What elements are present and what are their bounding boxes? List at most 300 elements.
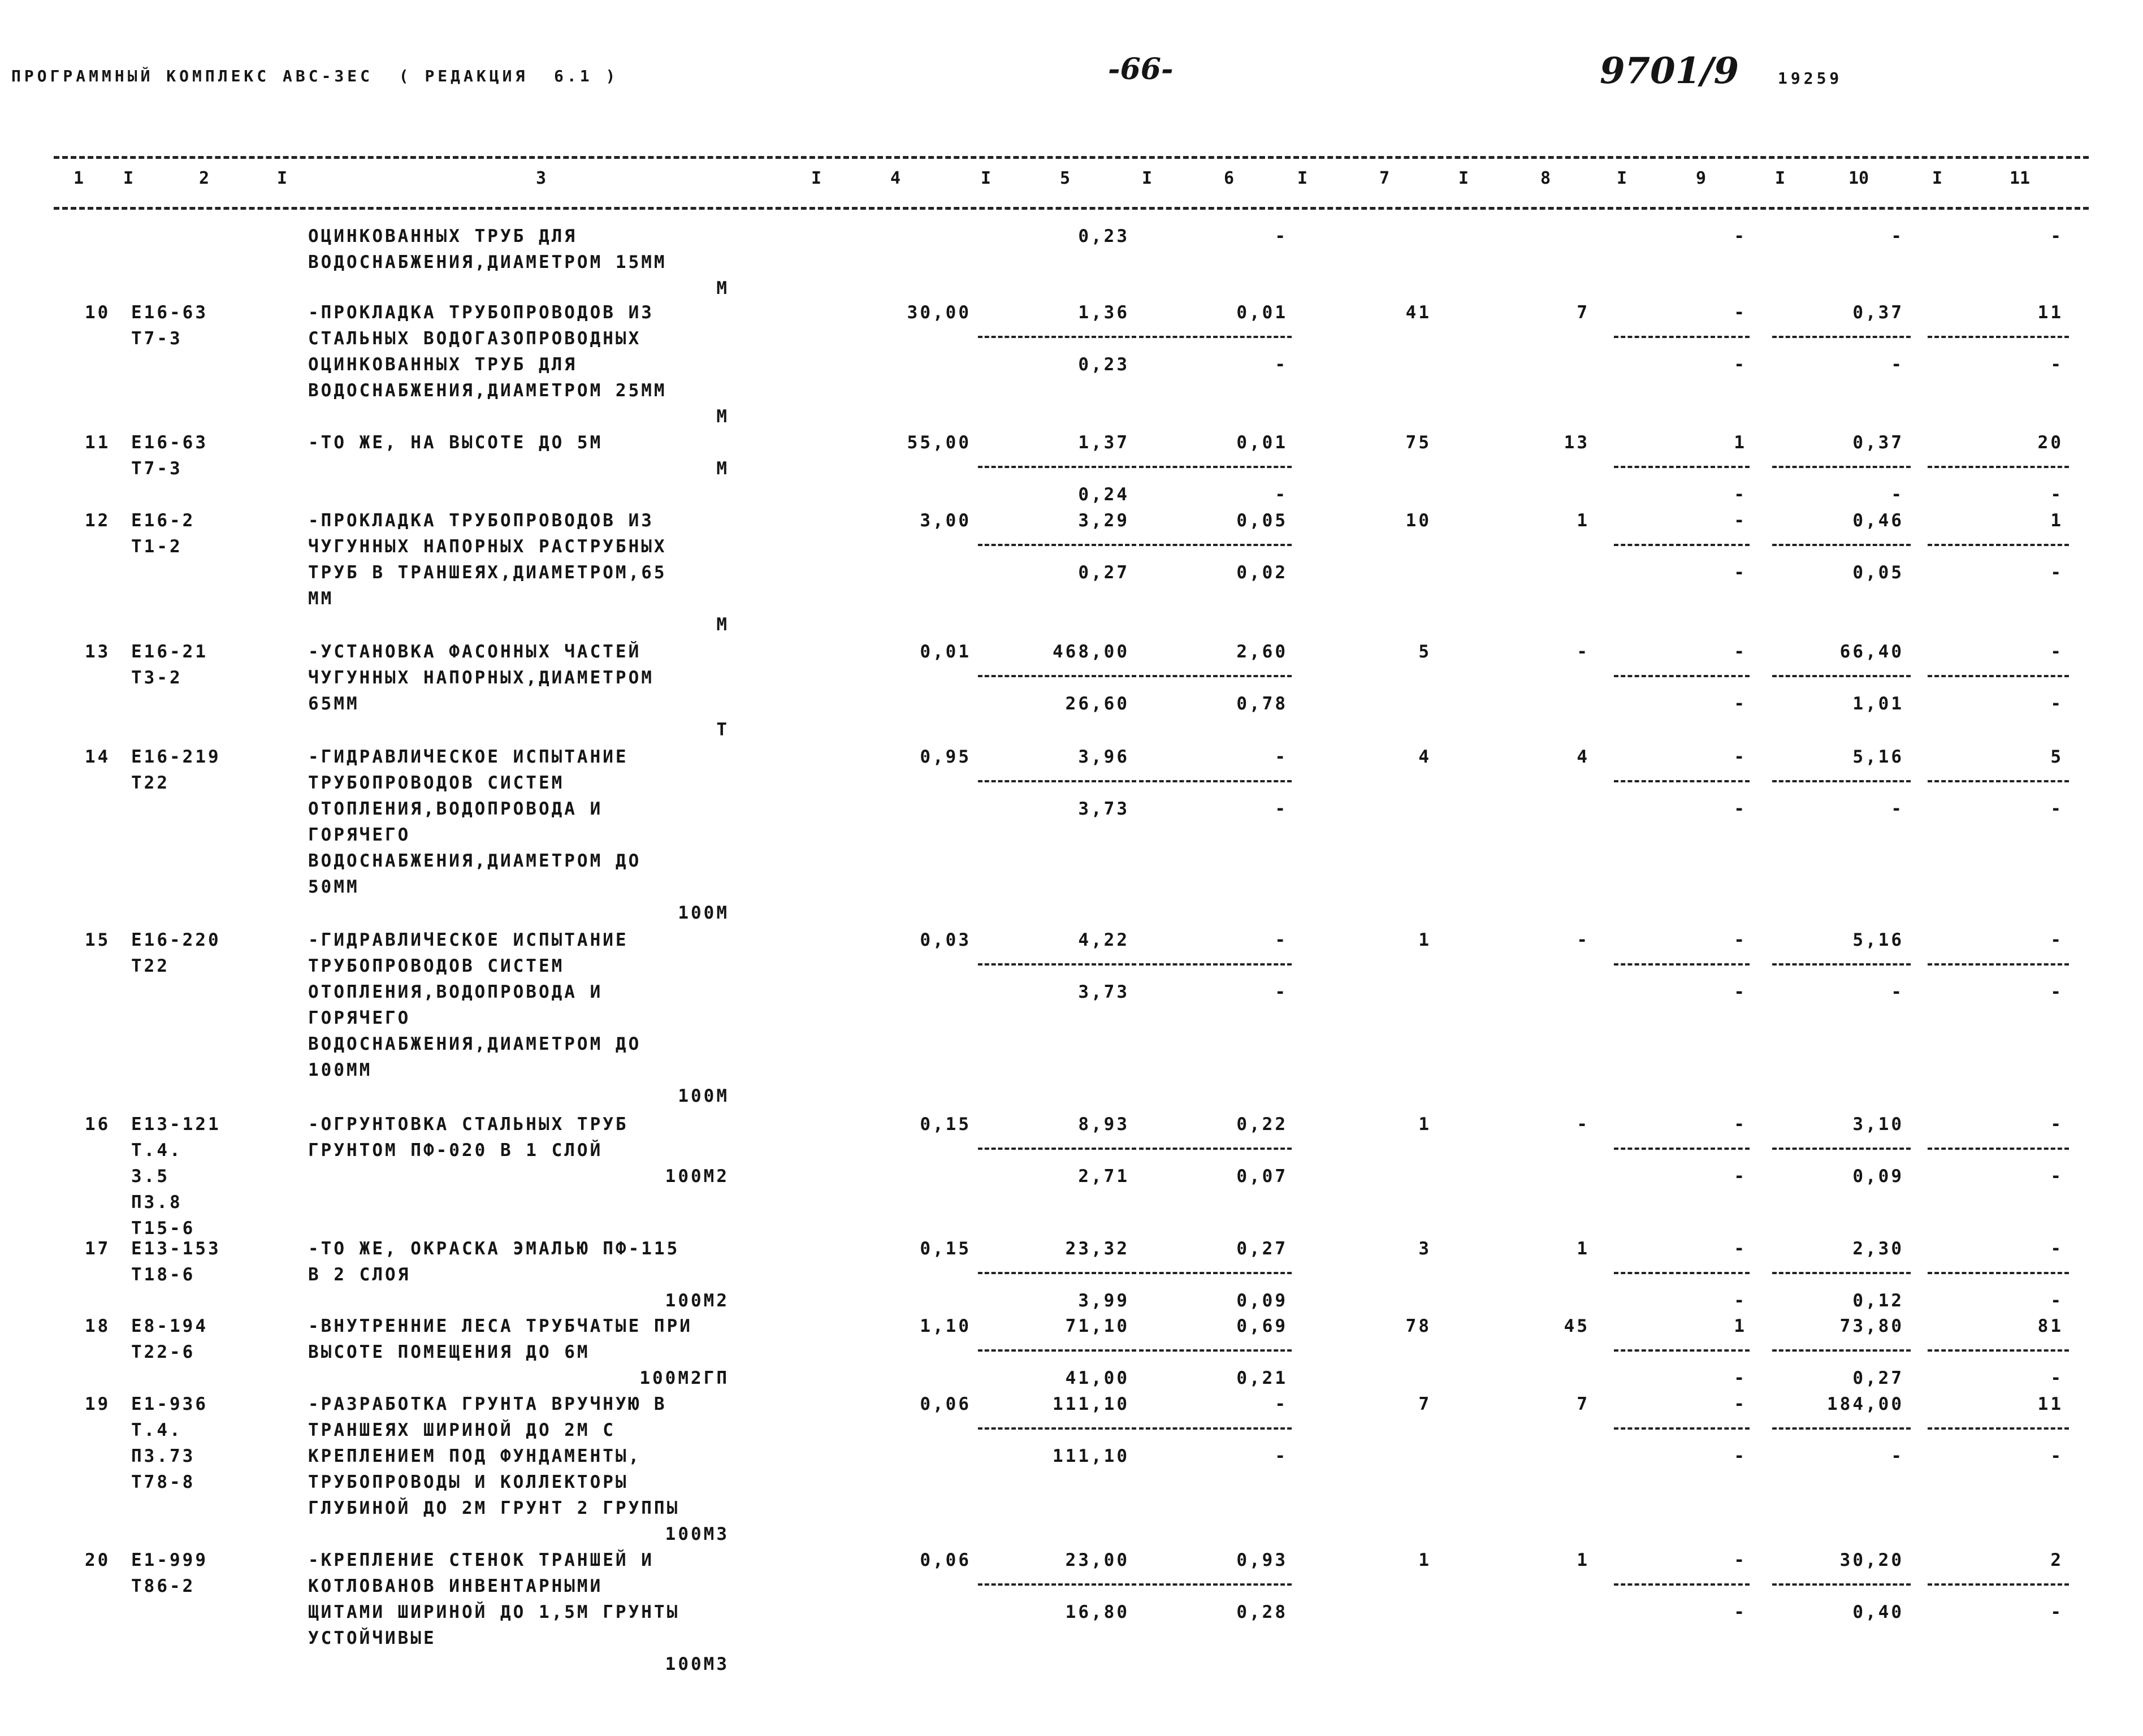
c11-upper-value: - [2050, 1239, 2063, 1259]
c11-upper-value: 2 [2050, 1550, 2063, 1570]
row-number: 14 [85, 747, 111, 767]
c11-lower-value: - [2050, 1446, 2063, 1466]
c5-upper-value: 1,37 [1078, 432, 1129, 453]
col-7-value: 75 [1405, 432, 1431, 453]
unit-of-measure: 100М2 [665, 1291, 729, 1311]
work-description: ОЦИНКОВАННЫХ ТРУБ ДЛЯ [308, 226, 577, 246]
work-description: ТРУБОПРОВОДОВ СИСТЕМ [308, 956, 565, 976]
document-code: 9701/9 [1600, 50, 1739, 92]
c9-lower-value: - [1734, 354, 1747, 375]
c9-lower-value: - [1734, 562, 1747, 583]
value-separator-line [1139, 963, 1292, 966]
c11-upper-value: - [2050, 642, 2063, 662]
work-description: -ПРОКЛАДКА ТРУБОПРОВОДОВ ИЗ [308, 302, 654, 323]
c10-lower-value: 0,09 [1852, 1166, 1904, 1187]
work-description: ТРУБОПРОВОДОВ СИСТЕМ [308, 773, 565, 793]
col-sep: I [811, 168, 822, 188]
col-sep: I [1932, 168, 1943, 188]
c11-upper-value: - [2050, 930, 2063, 950]
c9-upper-value: 1 [1734, 432, 1747, 453]
c11-upper-value: 11 [2037, 1394, 2063, 1414]
c9-lower-value: - [1734, 1368, 1747, 1388]
col-7-value: 1 [1418, 1114, 1431, 1135]
c5-lower-value: 3,99 [1078, 1291, 1129, 1311]
c6-upper-value: 2,60 [1236, 642, 1288, 662]
norm-code: Е13-121 [131, 1114, 221, 1135]
c6-upper-value: 0,05 [1236, 510, 1288, 531]
unit-of-measure: Т [716, 720, 729, 740]
unit-of-measure: М [716, 278, 729, 298]
work-description: КРЕПЛЕНИЕМ ПОД ФУНДАМЕНТЫ, [308, 1446, 642, 1466]
norm-code: Е16-220 [131, 930, 221, 950]
c5-lower-value: 26,60 [1065, 694, 1129, 714]
col-header-10: 10 [1848, 168, 1869, 188]
norm-code: Е1-936 [131, 1394, 208, 1414]
c6-lower-value: 0,78 [1236, 694, 1288, 714]
c11-lower-value: - [2050, 226, 2063, 246]
c5-lower-value: 0,23 [1078, 226, 1129, 246]
work-description: КОТЛОВАНОВ ИНВЕНТАРНЫМИ [308, 1576, 603, 1596]
col-sep: I [1458, 168, 1469, 188]
quantity: 0,06 [920, 1550, 971, 1570]
c9-lower-value: - [1734, 1446, 1747, 1466]
c6-lower-value: - [1275, 484, 1288, 505]
c5-lower-value: 3,73 [1078, 982, 1129, 1002]
value-separator-line [1614, 780, 1750, 782]
row-number: 10 [85, 302, 111, 323]
value-separator-line [1772, 1349, 1911, 1352]
c11-upper-value: 11 [2037, 302, 2063, 323]
work-description: ВОДОСНАБЖЕНИЯ,ДИАМЕТРОМ 25ММ [308, 380, 667, 401]
value-separator-line [1772, 336, 1911, 338]
c9-upper-value: - [1734, 642, 1747, 662]
c10-lower-value: 0,40 [1852, 1602, 1904, 1622]
c9-upper-value: - [1734, 302, 1747, 323]
c10-lower-value: 0,05 [1852, 562, 1904, 583]
col-header-1: 1 [73, 168, 84, 188]
col-8-value: 7 [1577, 302, 1590, 323]
value-separator-line [1772, 1583, 1911, 1586]
row-number: 15 [85, 930, 111, 950]
value-separator-line [978, 544, 1136, 546]
work-description: -ГИДРАВЛИЧЕСКОЕ ИСПЫТАНИЕ [308, 930, 629, 950]
quantity: 1,10 [920, 1316, 971, 1336]
work-description: ВОДОСНАБЖЕНИЯ,ДИАМЕТРОМ ДО [308, 851, 642, 871]
norm-code: Т15-6 [131, 1218, 196, 1239]
c6-upper-value: 0,01 [1236, 432, 1288, 453]
c10-lower-value: - [1891, 226, 1904, 246]
col-7-value: 4 [1418, 747, 1431, 767]
c6-upper-value: 0,22 [1236, 1114, 1288, 1135]
value-separator-line [1928, 675, 2069, 677]
value-separator-line [1139, 1427, 1292, 1430]
norm-code: Т1-2 [131, 536, 183, 557]
quantity: 0,03 [920, 930, 971, 950]
c5-upper-value: 111,10 [1053, 1394, 1129, 1414]
unit-of-measure: М [716, 458, 729, 479]
c9-upper-value: 1 [1734, 1316, 1747, 1336]
value-separator-line [1772, 963, 1911, 966]
work-description: ОТОПЛЕНИЯ,ВОДОПРОВОДА И [308, 799, 603, 819]
c6-upper-value: - [1275, 1394, 1288, 1414]
c10-upper-value: 66,40 [1839, 642, 1904, 662]
value-separator-line [978, 1148, 1136, 1150]
unit-of-measure: М [716, 406, 729, 427]
value-separator-line [1614, 1349, 1750, 1352]
c9-lower-value: - [1734, 1291, 1747, 1311]
row-number: 20 [85, 1550, 111, 1570]
col-8-value: 7 [1577, 1394, 1590, 1414]
c10-lower-value: - [1891, 982, 1904, 1002]
col-8-value: 1 [1577, 1550, 1590, 1570]
value-separator-line [1928, 1583, 2069, 1586]
c9-lower-value: - [1734, 1166, 1747, 1187]
norm-code: Т.4. [131, 1420, 183, 1440]
c11-lower-value: - [2050, 694, 2063, 714]
work-description: 100ММ [308, 1060, 373, 1080]
c5-upper-value: 8,93 [1078, 1114, 1129, 1135]
c10-upper-value: 0,37 [1852, 302, 1904, 323]
c11-lower-value: - [2050, 1368, 2063, 1388]
norm-code: Е8-194 [131, 1316, 208, 1336]
work-description: ГЛУБИНОЙ ДО 2М ГРУНТ 2 ГРУППЫ [308, 1498, 680, 1518]
value-separator-line [1928, 466, 2069, 468]
col-8-value: - [1577, 1114, 1590, 1135]
row-number: 13 [85, 642, 111, 662]
work-description: -ВНУТРЕННИЕ ЛЕСА ТРУБЧАТЫЕ ПРИ [308, 1316, 692, 1336]
value-separator-line [1772, 675, 1911, 677]
value-separator-line [1614, 466, 1750, 468]
value-separator-line [1139, 1583, 1292, 1586]
c10-lower-value: - [1891, 484, 1904, 505]
c5-upper-value: 71,10 [1065, 1316, 1129, 1336]
value-separator-line [1614, 336, 1750, 338]
value-separator-line [1928, 1427, 2069, 1430]
c10-lower-value: 1,01 [1852, 694, 1904, 714]
value-separator-line [1928, 780, 2069, 782]
col-7-value: 10 [1405, 510, 1431, 531]
c6-lower-value: - [1275, 1446, 1288, 1466]
col-7-value: 7 [1418, 1394, 1431, 1414]
norm-code: Т.4. [131, 1140, 183, 1161]
c9-lower-value: - [1734, 1602, 1747, 1622]
col-sep: I [1617, 168, 1627, 188]
c10-upper-value: 0,46 [1852, 510, 1904, 531]
value-separator-line [1928, 1349, 2069, 1352]
value-separator-line [978, 675, 1136, 677]
unit-of-measure: 100М [678, 903, 729, 923]
work-description: ММ [308, 588, 334, 609]
col-sep: I [123, 168, 134, 188]
value-separator-line [1772, 1427, 1911, 1430]
header-rule-top [54, 156, 2089, 159]
c6-upper-value: - [1275, 930, 1288, 950]
c9-upper-value: - [1734, 1114, 1747, 1135]
header-rule-bottom [54, 207, 2089, 210]
col-8-value: 1 [1577, 510, 1590, 531]
col-7-value: 5 [1418, 642, 1431, 662]
c5-lower-value: 2,71 [1078, 1166, 1129, 1187]
quantity: 30,00 [907, 302, 971, 323]
work-description: ОТОПЛЕНИЯ,ВОДОПРОВОДА И [308, 982, 603, 1002]
value-separator-line [1928, 1148, 2069, 1150]
work-description: ЧУГУННЫХ НАПОРНЫХ,ДИАМЕТРОМ [308, 668, 654, 688]
value-separator-line [1139, 675, 1292, 677]
col-7-value: 1 [1418, 1550, 1431, 1570]
col-7-value: 41 [1405, 302, 1431, 323]
c11-lower-value: - [2050, 1602, 2063, 1622]
c5-lower-value: 111,10 [1053, 1446, 1129, 1466]
work-description: -ОГРУНТОВКА СТАЛЬНЫХ ТРУБ [308, 1114, 629, 1135]
quantity: 0,15 [920, 1114, 971, 1135]
c6-lower-value: 0,09 [1236, 1291, 1288, 1311]
col-header-9: 9 [1696, 168, 1707, 188]
work-description: ТРУБ В ТРАНШЕЯХ,ДИАМЕТРОМ,65 [308, 562, 667, 583]
value-separator-line [1614, 675, 1750, 677]
value-separator-line [1928, 1272, 2069, 1274]
work-description: ВЫСОТЕ ПОМЕЩЕНИЯ ДО 6М [308, 1342, 590, 1362]
c11-lower-value: - [2050, 562, 2063, 583]
work-description: В 2 СЛОЯ [308, 1265, 411, 1285]
norm-code: П3.73 [131, 1446, 196, 1466]
c6-upper-value: 0,93 [1236, 1550, 1288, 1570]
col-8-value: 45 [1564, 1316, 1590, 1336]
col-sep: I [277, 168, 288, 188]
c9-upper-value: - [1734, 510, 1747, 531]
row-number: 16 [85, 1114, 111, 1135]
c9-upper-value: - [1734, 747, 1747, 767]
c10-lower-value: - [1891, 1446, 1904, 1466]
work-description: ГОРЯЧЕГО [308, 825, 411, 845]
c11-lower-value: - [2050, 1166, 2063, 1187]
c5-lower-value: 0,24 [1078, 484, 1129, 505]
c6-lower-value: - [1275, 354, 1288, 375]
c6-upper-value: - [1275, 747, 1288, 767]
row-number: 18 [85, 1316, 111, 1336]
unit-of-measure: М [716, 614, 729, 635]
quantity: 0,15 [920, 1239, 971, 1259]
col-8-value: 4 [1577, 747, 1590, 767]
c11-lower-value: - [2050, 982, 2063, 1002]
value-separator-line [1139, 780, 1292, 782]
c9-upper-value: - [1734, 1394, 1747, 1414]
norm-code: Е16-219 [131, 747, 221, 767]
work-description: ТРУБОПРОВОДЫ И КОЛЛЕКТОРЫ [308, 1472, 629, 1492]
value-separator-line [1614, 1427, 1750, 1430]
c11-lower-value: - [2050, 799, 2063, 819]
value-separator-line [1139, 1148, 1292, 1150]
c6-lower-value: - [1275, 982, 1288, 1002]
quantity: 55,00 [907, 432, 971, 453]
c6-upper-value: 0,69 [1236, 1316, 1288, 1336]
col-header-5: 5 [1060, 168, 1071, 188]
quantity: 3,00 [920, 510, 971, 531]
row-number: 12 [85, 510, 111, 531]
c9-upper-value: - [1734, 1550, 1747, 1570]
value-separator-line [1928, 963, 2069, 966]
c6-lower-value: 0,21 [1236, 1368, 1288, 1388]
c10-upper-value: 3,10 [1852, 1114, 1904, 1135]
c10-lower-value: 0,12 [1852, 1291, 1904, 1311]
c11-upper-value: - [2050, 1114, 2063, 1135]
work-description: ВОДОСНАБЖЕНИЯ,ДИАМЕТРОМ 15ММ [308, 252, 667, 272]
page-number: -66- [1108, 52, 1174, 86]
document-number: 19259 [1778, 69, 1843, 88]
c6-lower-value: 0,28 [1236, 1602, 1288, 1622]
norm-code: Т86-2 [131, 1576, 196, 1596]
c5-lower-value: 0,27 [1078, 562, 1129, 583]
value-separator-line [1928, 544, 2069, 546]
norm-code: П3.8 [131, 1192, 183, 1213]
work-description: -УСТАНОВКА ФАСОННЫХ ЧАСТЕЙ [308, 642, 642, 662]
unit-of-measure: 100М2ГП [639, 1368, 729, 1388]
unit-of-measure: 100М3 [665, 1524, 729, 1544]
norm-code: Т22-6 [131, 1342, 196, 1362]
c10-upper-value: 30,20 [1839, 1550, 1904, 1570]
norm-code: Т7-3 [131, 328, 183, 349]
quantity: 0,01 [920, 642, 971, 662]
c6-upper-value: 0,01 [1236, 302, 1288, 323]
col-header-7: 7 [1379, 168, 1390, 188]
quantity: 0,95 [920, 747, 971, 767]
c11-upper-value: 81 [2037, 1316, 2063, 1336]
col-header-2: 2 [199, 168, 210, 188]
col-7-value: 78 [1405, 1316, 1431, 1336]
work-description: ЩИТАМИ ШИРИНОЙ ДО 1,5М ГРУНТЫ [308, 1602, 680, 1622]
value-separator-line [1139, 336, 1292, 338]
c5-lower-value: 3,73 [1078, 799, 1129, 819]
value-separator-line [1614, 544, 1750, 546]
c6-lower-value: - [1275, 799, 1288, 819]
value-separator-line [1614, 1272, 1750, 1274]
col-header-3: 3 [536, 168, 547, 188]
value-separator-line [1772, 780, 1911, 782]
value-separator-line [1614, 1583, 1750, 1586]
c11-lower-value: - [2050, 1291, 2063, 1311]
work-description: -РАЗРАБОТКА ГРУНТА ВРУЧНУЮ В [308, 1394, 667, 1414]
c11-upper-value: 1 [2050, 510, 2063, 531]
value-separator-line [1772, 1148, 1911, 1150]
col-sep: I [1142, 168, 1153, 188]
work-description: -ГИДРАВЛИЧЕСКОЕ ИСПЫТАНИЕ [308, 747, 629, 767]
row-number: 19 [85, 1394, 111, 1414]
unit-of-measure: 100М [678, 1086, 729, 1106]
value-separator-line [978, 336, 1136, 338]
program-title: ПРОГРАММНЫЙ КОМПЛЕКС АВС-ЗЕС ( РЕДАКЦИЯ 6.1 ) [11, 67, 619, 85]
c9-lower-value: - [1734, 226, 1747, 246]
value-separator-line [1928, 336, 2069, 338]
work-description: ВОДОСНАБЖЕНИЯ,ДИАМЕТРОМ ДО [308, 1034, 642, 1054]
c10-upper-value: 0,37 [1852, 432, 1904, 453]
row-number: 17 [85, 1239, 111, 1259]
value-separator-line [1614, 1148, 1750, 1150]
quantity: 0,06 [920, 1394, 971, 1414]
c5-lower-value: 0,23 [1078, 354, 1129, 375]
norm-code: Т18-6 [131, 1265, 196, 1285]
value-separator-line [978, 1427, 1136, 1430]
work-description: ГРУНТОМ ПФ-020 В 1 СЛОЙ [308, 1140, 603, 1161]
work-description: ЧУГУННЫХ НАПОРНЫХ РАСТРУБНЫХ [308, 536, 667, 557]
value-separator-line [978, 1272, 1136, 1274]
norm-code: Е1-999 [131, 1550, 208, 1570]
col-header-4: 4 [890, 168, 901, 188]
work-description: ОЦИНКОВАННЫХ ТРУБ ДЛЯ [308, 354, 577, 375]
norm-code: Т7-3 [131, 458, 183, 479]
col-7-value: 3 [1418, 1239, 1431, 1259]
work-description: -КРЕПЛЕНИЕ СТЕНОК ТРАНШЕЙ И [308, 1550, 654, 1570]
col-8-value: 1 [1577, 1239, 1590, 1259]
value-separator-line [978, 1349, 1136, 1352]
row-number: 11 [85, 432, 111, 453]
c10-upper-value: 5,16 [1852, 930, 1904, 950]
col-7-value: 1 [1418, 930, 1431, 950]
col-sep: I [981, 168, 992, 188]
value-separator-line [1614, 963, 1750, 966]
norm-code: Т22 [131, 956, 170, 976]
col-header-6: 6 [1224, 168, 1235, 188]
c10-lower-value: - [1891, 354, 1904, 375]
work-description: 65ММ [308, 694, 360, 714]
col-header-11: 11 [2010, 168, 2031, 188]
c10-lower-value: - [1891, 799, 1904, 819]
value-separator-line [978, 780, 1136, 782]
value-separator-line [1139, 466, 1292, 468]
c11-upper-value: 20 [2037, 432, 2063, 453]
c11-lower-value: - [2050, 484, 2063, 505]
c5-lower-value: 16,80 [1065, 1602, 1129, 1622]
work-description: -ТО ЖЕ, НА ВЫСОТЕ ДО 5М [308, 432, 603, 453]
c9-upper-value: - [1734, 930, 1747, 950]
value-separator-line [1772, 1272, 1911, 1274]
col-header-8: 8 [1540, 168, 1551, 188]
col-sep: I [1775, 168, 1786, 188]
col-8-value: - [1577, 642, 1590, 662]
norm-code: Т22 [131, 773, 170, 793]
norm-code: Е13-153 [131, 1239, 221, 1259]
c6-upper-value: 0,27 [1236, 1239, 1288, 1259]
unit-of-measure: 100М3 [665, 1654, 729, 1674]
work-description: СТАЛЬНЫХ ВОДОГАЗОПРОВОДНЫХ [308, 328, 642, 349]
value-separator-line [978, 963, 1136, 966]
norm-code: Е16-21 [131, 642, 208, 662]
c5-upper-value: 3,29 [1078, 510, 1129, 531]
c10-upper-value: 5,16 [1852, 747, 1904, 767]
value-separator-line [1139, 544, 1292, 546]
value-separator-line [1772, 466, 1911, 468]
value-separator-line [1139, 1349, 1292, 1352]
c10-upper-value: 73,80 [1839, 1316, 1904, 1336]
c5-upper-value: 23,00 [1065, 1550, 1129, 1570]
norm-code: Е16-63 [131, 432, 208, 453]
norm-code: Т78-8 [131, 1472, 196, 1492]
work-description: -ТО ЖЕ, ОКРАСКА ЭМАЛЬЮ ПФ-115 [308, 1239, 680, 1259]
c5-upper-value: 23,32 [1065, 1239, 1129, 1259]
value-separator-line [978, 466, 1136, 468]
col-sep: I [1297, 168, 1308, 188]
c10-upper-value: 184,00 [1827, 1394, 1904, 1414]
c5-upper-value: 3,96 [1078, 747, 1129, 767]
c11-lower-value: - [2050, 354, 2063, 375]
c9-lower-value: - [1734, 694, 1747, 714]
work-description: ТРАНШЕЯХ ШИРИНОЙ ДО 2М С [308, 1420, 616, 1440]
norm-code: Е16-63 [131, 302, 208, 323]
c9-lower-value: - [1734, 799, 1747, 819]
c9-lower-value: - [1734, 982, 1747, 1002]
norm-code: Е16-2 [131, 510, 196, 531]
col-8-value: - [1577, 930, 1590, 950]
c6-lower-value: 0,02 [1236, 562, 1288, 583]
norm-code: Т3-2 [131, 668, 183, 688]
